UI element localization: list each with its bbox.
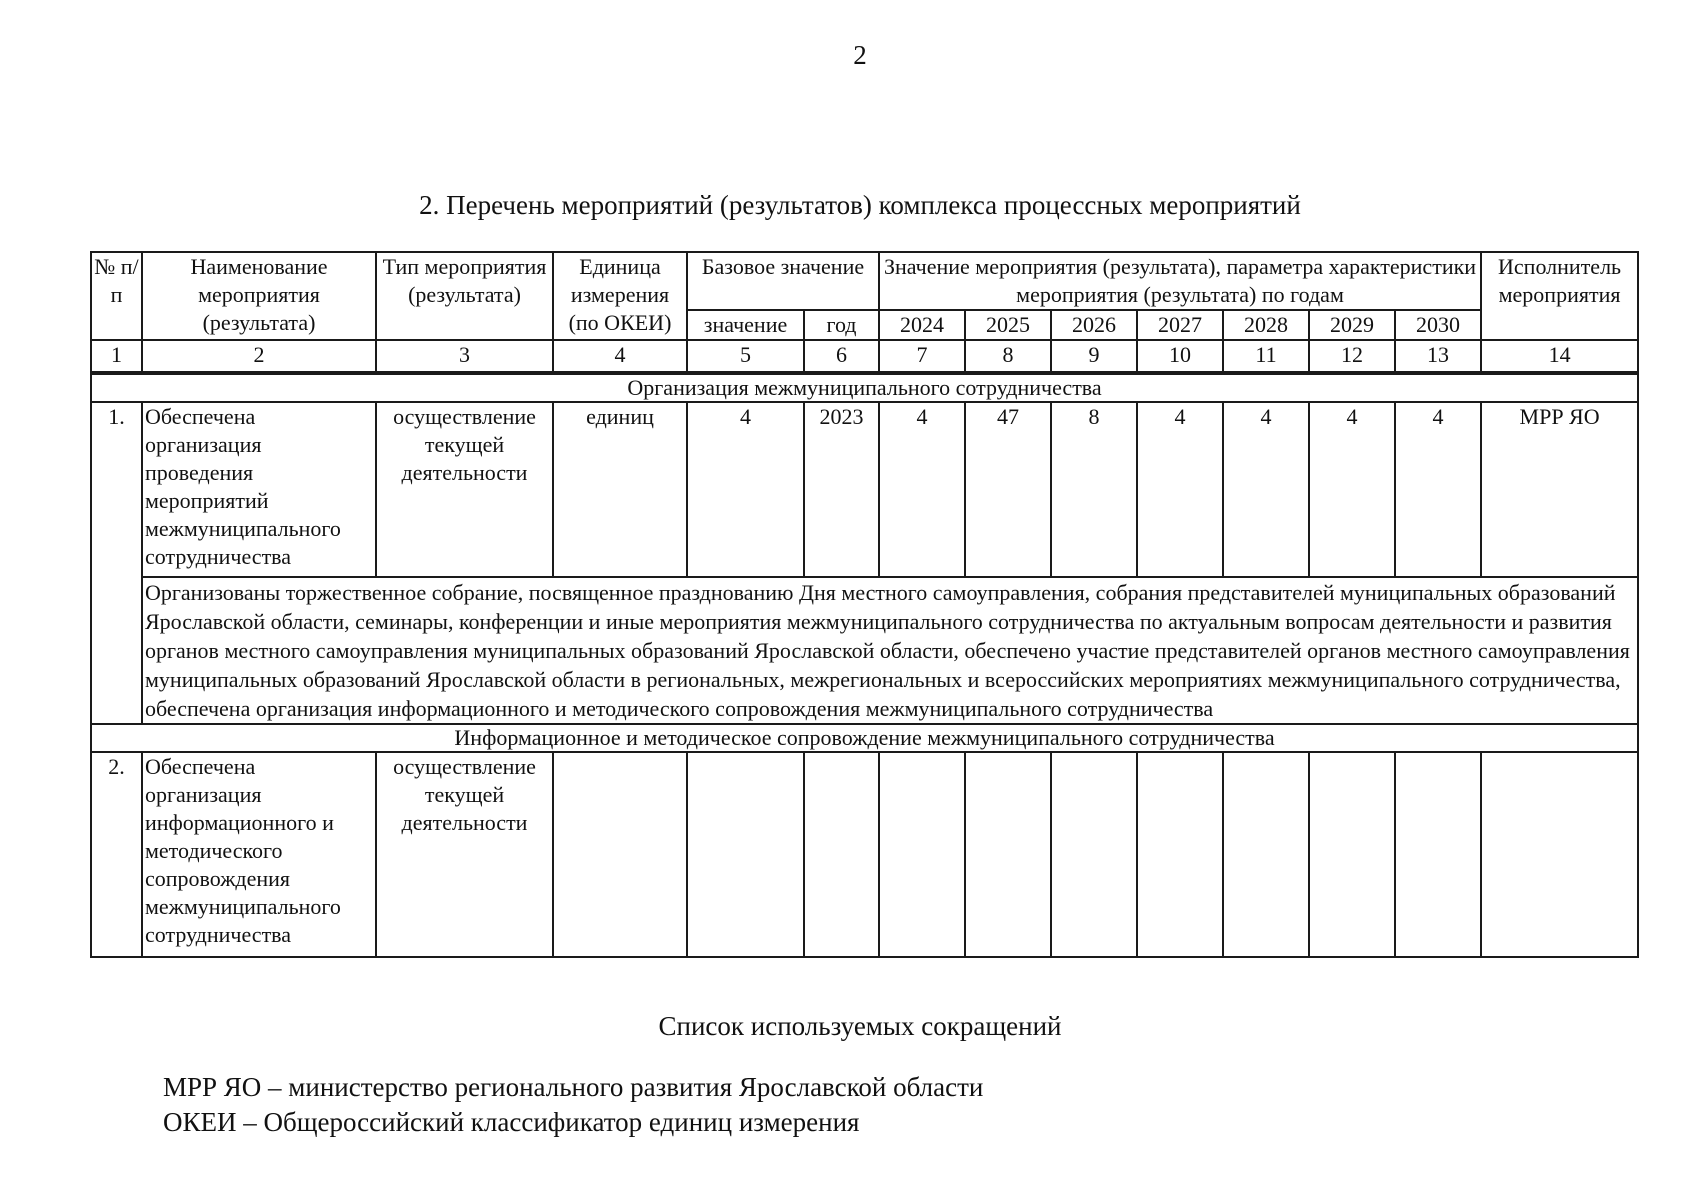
row-year-value: 8	[1051, 402, 1137, 577]
row-year-value	[965, 752, 1051, 957]
row-executor	[1481, 752, 1638, 957]
header-year: 2029	[1309, 310, 1395, 340]
header-year: 2026	[1051, 310, 1137, 340]
section-title-cell: Организация межмуниципального сотрудничества	[91, 373, 1638, 402]
section-title-cell: Информационное и методическое сопровождение межмуниципального сотрудничества	[91, 724, 1638, 752]
abbreviations-title: Список используемых сокращений	[658, 1011, 1062, 1041]
row-year-value	[1309, 752, 1395, 957]
header-type: Тип мероприятия (результата)	[376, 252, 553, 340]
table-row	[91, 402, 1638, 577]
column-number: 14	[1481, 340, 1638, 373]
column-number: 6	[804, 340, 879, 373]
row-base-year	[804, 752, 879, 957]
row-type: осуществление текущей деятельности	[376, 402, 553, 577]
section-title: 2. Перечень мероприятий (результатов) комплекса процессных мероприятий	[419, 190, 1301, 220]
row-year-value	[1395, 752, 1481, 957]
row-year-value: 4	[1223, 402, 1309, 577]
row-year-value: 4	[1137, 402, 1223, 577]
row-base-value: 4	[687, 402, 804, 577]
column-number: 3	[376, 340, 553, 373]
table-row	[91, 752, 1638, 957]
notes-row	[91, 577, 1638, 724]
abbreviations-list	[163, 1070, 983, 1140]
section-title-row	[91, 724, 1638, 752]
row-year-value	[1223, 752, 1309, 957]
row-name: Обеспечена организация проведения мероприятий межмуниципального сотрудничества	[142, 402, 376, 577]
row-num: 1.	[91, 402, 142, 724]
row-notes: Организованы торжественное собрание, посвященное празднованию Дня местного самоуправления, собрания представителей муниципальных образований Ярославской области, семинары, конференции и иные мероприятия межмуниципального сотрудничества по актуальным вопросам деятельности и развития органов местного самоуправления муниципальных образований Ярославской области, обеспечено участие представителей органов местного самоуправления муниципальных образований Ярославской области в региональных, межрегиональных и всероссийских мероприятиях межмуниципального сотрудничества, обеспечена организация информационного и методического сопровождения межмуниципального сотрудничества	[142, 577, 1638, 724]
header-year: 2025	[965, 310, 1051, 340]
column-number: 2	[142, 340, 376, 373]
row-executor: МРР ЯО	[1481, 402, 1638, 577]
column-number: 11	[1223, 340, 1309, 373]
section-title-row	[91, 373, 1638, 402]
column-numbers-row	[91, 340, 1638, 373]
abbreviation-item: МРР ЯО – министерство регионального развития Ярославской области	[163, 1072, 984, 1102]
events-table	[90, 251, 1639, 958]
header-base-year: год	[804, 310, 879, 340]
header-values-by-year: Значение мероприятия (результата), параметра характеристики мероприятия (результата) по годам	[879, 252, 1481, 310]
row-unit	[553, 752, 687, 957]
column-number: 10	[1137, 340, 1223, 373]
row-base-year: 2023	[804, 402, 879, 577]
header-base: Базовое значение	[687, 252, 879, 310]
header-base-value: значение	[687, 310, 804, 340]
row-year-value: 4	[1395, 402, 1481, 577]
row-num: 2.	[91, 752, 142, 957]
column-number: 4	[553, 340, 687, 373]
row-unit: единиц	[553, 402, 687, 577]
header-year: 2024	[879, 310, 965, 340]
row-year-value: 4	[1309, 402, 1395, 577]
column-number: 7	[879, 340, 965, 373]
page-number: 2	[853, 40, 867, 70]
header-num: № п/п	[91, 252, 142, 340]
column-number: 8	[965, 340, 1051, 373]
row-year-value	[879, 752, 965, 957]
row-year-value	[1137, 752, 1223, 957]
abbreviation-item: ОКЕИ – Общероссийский классификатор единиц измерения	[163, 1107, 860, 1137]
row-type: осуществление текущей деятельности	[376, 752, 553, 957]
column-number: 13	[1395, 340, 1481, 373]
column-number: 12	[1309, 340, 1395, 373]
row-year-value: 4	[879, 402, 965, 577]
column-number: 9	[1051, 340, 1137, 373]
column-number: 1	[91, 340, 142, 373]
column-number: 5	[687, 340, 804, 373]
row-base-value	[687, 752, 804, 957]
header-unit: Единица измерения (по ОКЕИ)	[553, 252, 687, 340]
header-executor: Исполнитель мероприятия	[1481, 252, 1638, 340]
row-year-value	[1051, 752, 1137, 957]
row-year-value: 47	[965, 402, 1051, 577]
header-year: 2027	[1137, 310, 1223, 340]
header-year: 2028	[1223, 310, 1309, 340]
header-year: 2030	[1395, 310, 1481, 340]
row-name: Обеспечена организация информационного и методического сопровождения межмуниципального сотрудничества	[142, 752, 376, 957]
header-name: Наименование мероприятия (результата)	[142, 252, 376, 340]
